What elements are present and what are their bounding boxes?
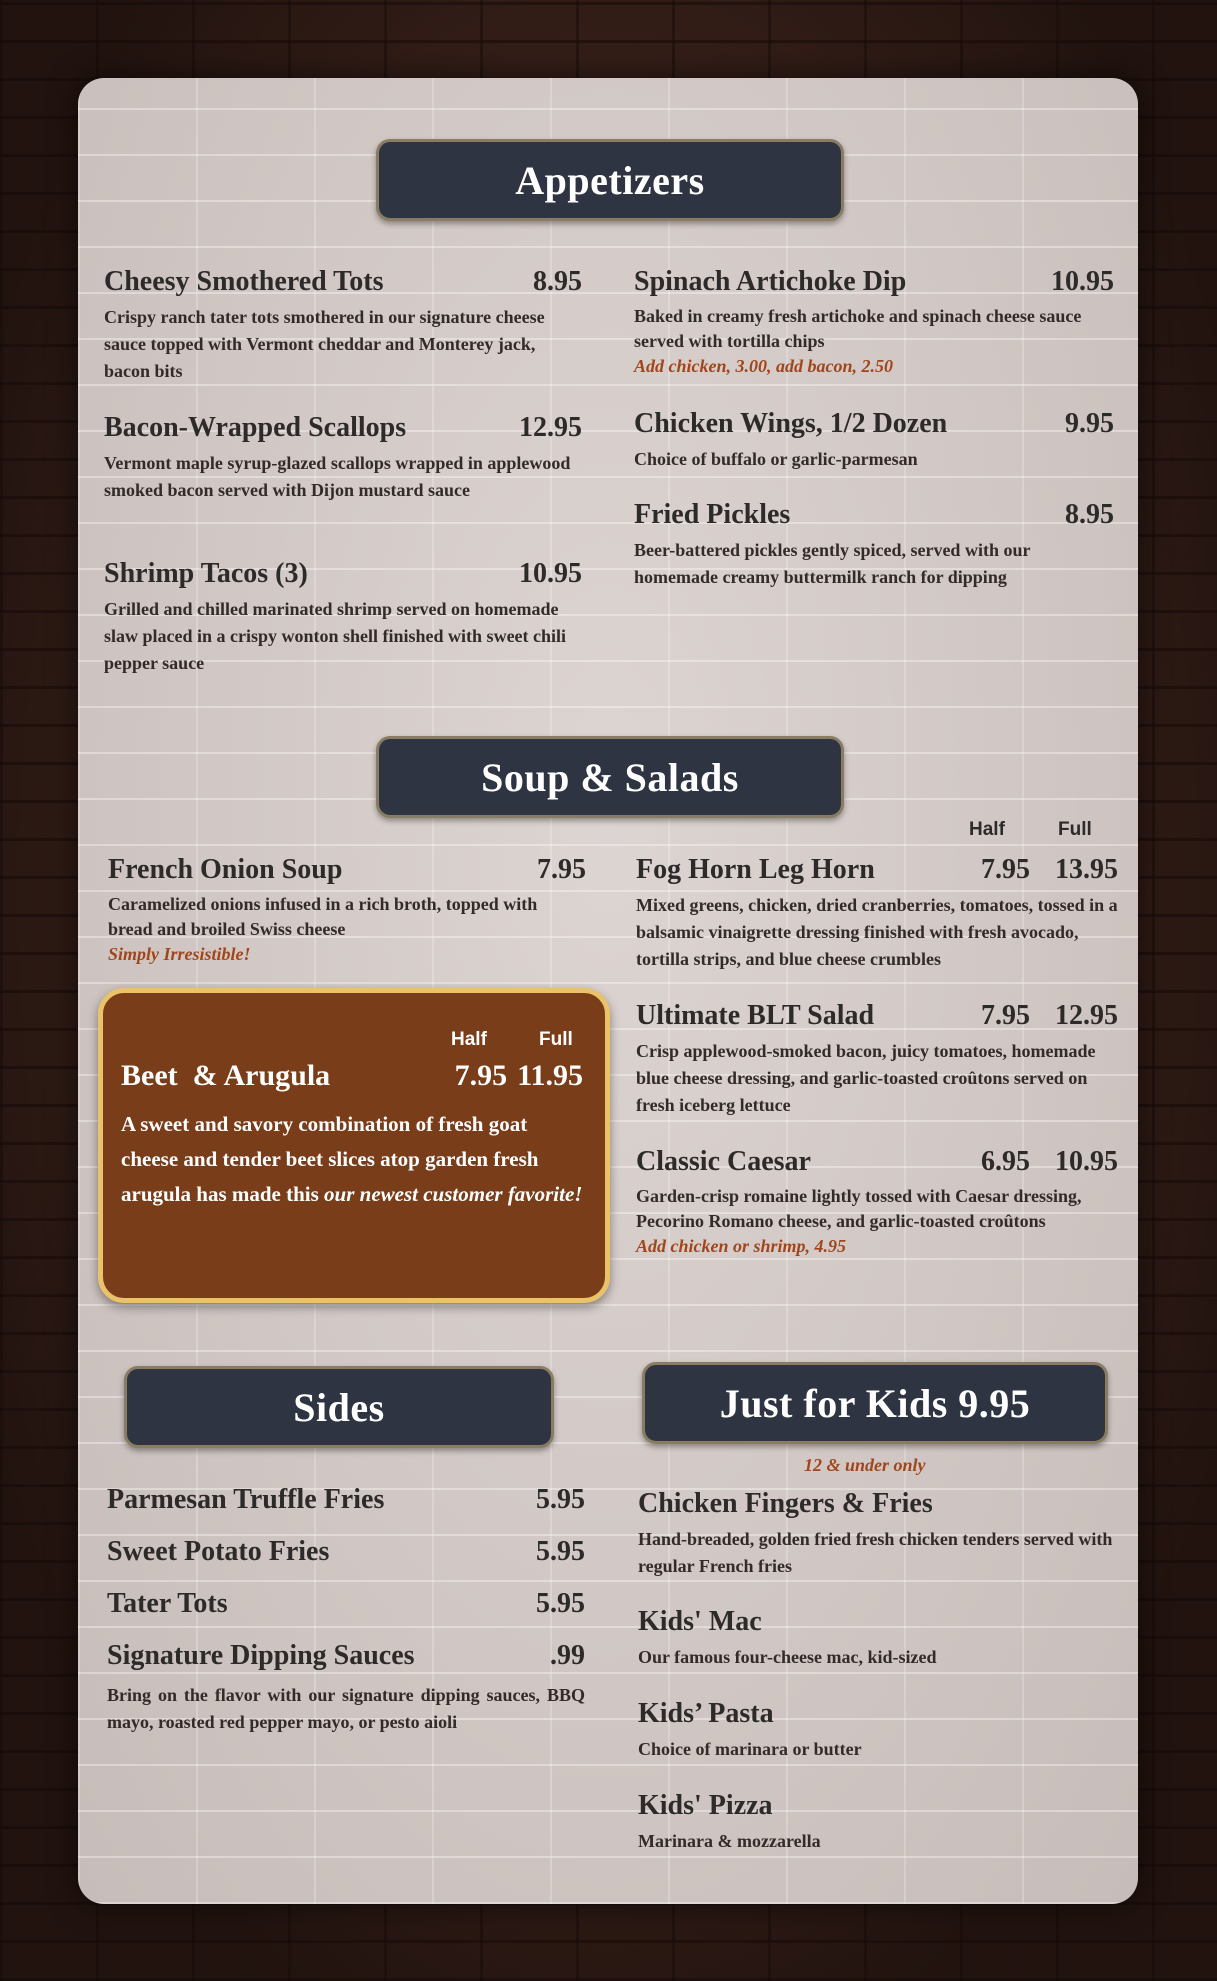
- item-name: Ultimate BLT Salad: [636, 1000, 875, 1031]
- item-name: Sweet Potato Fries: [107, 1536, 330, 1567]
- section-title: Soup & Salads: [481, 754, 739, 800]
- item-desc: Garden-crisp romaine lightly tossed with Caesar dressing, Pecorino Romano cheese, and garlic-toasted croûtons: [636, 1186, 1082, 1231]
- item-desc: Crispy ranch tater tots smothered in our signature cheese sauce topped with Vermont cheddar and Monterey jack, bacon bits: [104, 307, 545, 381]
- item-name: Classic Caesar: [636, 1146, 811, 1177]
- sides-desc: Bring on the flavor with our signature dipping sauces, BBQ mayo, roasted red pepper mayo, or pesto aioli: [107, 1685, 585, 1732]
- item-desc: Caramelized onions infused in a rich broth, topped with bread and broiled Swiss cheese: [108, 894, 538, 939]
- menu-item: [638, 1606, 1118, 1671]
- item-price: 8.95: [533, 266, 582, 297]
- menu-item: [634, 266, 1114, 378]
- item-desc: Our famous four-cheese mac, kid-sized: [638, 1647, 937, 1667]
- appetizers-banner: [376, 139, 844, 221]
- item-desc: Baked in creamy fresh artichoke and spinach cheese sauce served with tortilla chips: [634, 306, 1082, 351]
- menu-item: [638, 1488, 1118, 1580]
- full-label: Full: [1058, 819, 1092, 840]
- special-header: [121, 1059, 583, 1093]
- menu-item: [104, 558, 582, 677]
- item-price: 12.95: [519, 412, 582, 443]
- item-half-price: 7.95: [981, 854, 1030, 885]
- menu-item: [104, 412, 582, 504]
- item-desc: Choice of buffalo or garlic-parmesan: [634, 449, 918, 469]
- item-name: Fried Pickles: [634, 499, 791, 530]
- item-name: Shrimp Tacos (3): [104, 558, 308, 589]
- item-price: 5.95: [536, 1588, 585, 1619]
- special-feature-box: [98, 988, 610, 1303]
- menu-item: [634, 408, 1114, 473]
- item-desc: Crisp applewood-smoked bacon, juicy tomatoes, homemade blue cheese dressing, and garlic-toasted croûtons served on fresh iceberg lettuce: [636, 1041, 1096, 1115]
- item-name: Chicken Wings, 1/2 Dozen: [634, 408, 948, 439]
- menu-item: [638, 1790, 1118, 1855]
- item-half-price: 7.95: [981, 1000, 1030, 1031]
- item-price: 7.95: [537, 854, 586, 885]
- item-desc: Choice of marinara or butter: [638, 1739, 862, 1759]
- section-title: Appetizers: [515, 157, 705, 203]
- special-desc-italic: our newest customer favorite!: [324, 1182, 583, 1206]
- item-price: 8.95: [1065, 499, 1114, 530]
- item-half-price: 7.95: [454, 1059, 508, 1092]
- item-price: .99: [550, 1640, 585, 1671]
- item-name: Chicken Fingers & Fries: [638, 1488, 933, 1519]
- item-addon: Add chicken, 3.00, add bacon, 2.50: [634, 356, 893, 376]
- item-name: Beet & Arugula: [121, 1059, 331, 1092]
- item-desc: Marinara & mozzarella: [638, 1831, 821, 1851]
- item-price: 9.95: [1065, 408, 1114, 439]
- menu-item: [638, 1698, 1118, 1763]
- item-name: French Onion Soup: [108, 854, 343, 885]
- item-price: 10.95: [1051, 266, 1114, 297]
- half-label: Half: [969, 819, 1005, 840]
- item-desc: Vermont maple syrup-glazed scallops wrapped in applewood smoked bacon served with Dijon mustard sauce: [104, 453, 571, 500]
- menu-item: [636, 854, 1118, 973]
- kids-banner: [642, 1362, 1108, 1444]
- item-name: Kids' Pizza: [638, 1790, 773, 1821]
- item-full-price: 13.95: [1055, 854, 1118, 885]
- item-desc: [121, 1107, 587, 1212]
- soup-salads-banner: [376, 736, 844, 818]
- item-addon: Add chicken or shrimp, 4.95: [636, 1236, 847, 1256]
- item-name: Cheesy Smothered Tots: [104, 266, 384, 297]
- full-label: Full: [539, 1029, 573, 1050]
- menu-item: [636, 1146, 1118, 1258]
- sides-list: [107, 1484, 585, 1736]
- sides-banner: [124, 1366, 554, 1448]
- menu-item: [634, 499, 1114, 591]
- item-desc: Grilled and chilled marinated shrimp served on homemade slaw placed in a crispy wonton shell finished with sweet chili pepper sauce: [104, 599, 567, 673]
- item-full-price: 10.95: [1055, 1146, 1118, 1177]
- section-title: Sides: [293, 1384, 385, 1430]
- item-name: Kids' Mac: [638, 1606, 762, 1637]
- item-desc: Beer-battered pickles gently spiced, served with our homemade creamy buttermilk ranch for dipping: [634, 540, 1031, 587]
- section-title: Just for Kids 9.95: [719, 1380, 1031, 1426]
- item-full-price: 12.95: [1055, 1000, 1118, 1031]
- item-name: Bacon-Wrapped Scallops: [104, 412, 407, 443]
- item-full-price: 11.95: [517, 1059, 583, 1092]
- item-desc: Mixed greens, chicken, dried cranberries, tomatoes, tossed in a balsamic vinaigrette dressing finished with fresh avocado, tortilla strips, and blue cheese crumbles: [636, 895, 1118, 969]
- item-addon: Simply Irresistible!: [108, 944, 251, 964]
- item-name: Spinach Artichoke Dip: [634, 266, 907, 297]
- kids-note: 12 & under only: [804, 1455, 926, 1475]
- item-price: 10.95: [519, 558, 582, 589]
- menu-item: [104, 266, 582, 385]
- item-price: 5.95: [536, 1484, 585, 1515]
- item-name: Fog Horn Leg Horn: [636, 854, 875, 885]
- special-desc-text: A sweet and savory combination of fresh goat cheese and tender beet slices atop garden fresh arugula has made this: [121, 1112, 539, 1206]
- menu-item: [636, 1000, 1118, 1119]
- item-price: 5.95: [536, 1536, 585, 1567]
- item-half-price: 6.95: [981, 1146, 1030, 1177]
- half-label: Half: [451, 1029, 487, 1050]
- menu-item: [108, 854, 586, 966]
- item-name: Kids’ Pasta: [638, 1698, 774, 1729]
- item-name: Parmesan Truffle Fries: [107, 1484, 385, 1515]
- item-name: Signature Dipping Sauces: [107, 1640, 415, 1671]
- item-name: Tater Tots: [107, 1588, 228, 1619]
- item-desc: Hand-breaded, golden fried fresh chicken tenders served with regular French fries: [638, 1529, 1113, 1576]
